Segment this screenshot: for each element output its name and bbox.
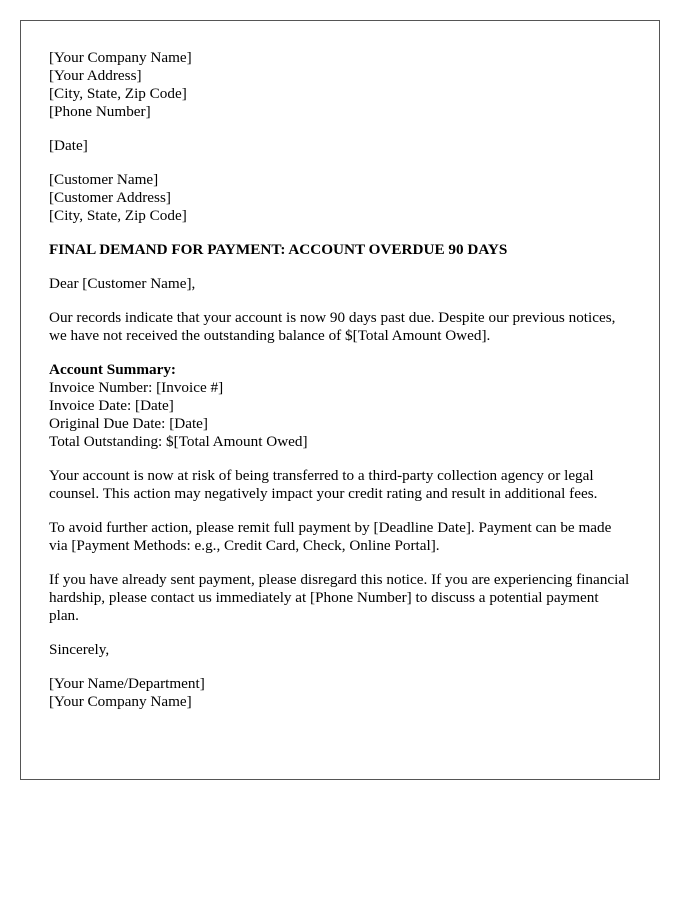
- recipient-city: [City, State, Zip Code]: [49, 207, 187, 224]
- risk-paragraph: Your account is now at risk of being transferred to a third-party collection agency or legal counsel. This action may negatively impact your credit rating and result in additional fees.: [49, 467, 598, 502]
- intro-paragraph: Our records indicate that your account is now 90 days past due. Despite our previous notices, we have not received the outstanding balance of $[Total Amount Owed].: [49, 309, 616, 344]
- account-summary: [49, 361, 631, 451]
- recipient-name: [Customer Name]: [49, 171, 159, 188]
- signature-block: [49, 675, 631, 711]
- letter-page: [20, 20, 660, 780]
- summary-invoice-date: Invoice Date: [Date]: [49, 397, 174, 414]
- recipient-address-block: [49, 171, 631, 225]
- summary-total: Total Outstanding: $[Total Amount Owed]: [49, 433, 308, 450]
- summary-invoice-number: Invoice Number: [Invoice #]: [49, 379, 224, 396]
- letter-date: [Date]: [49, 137, 88, 154]
- subject-line: FINAL DEMAND FOR PAYMENT: ACCOUNT OVERDUE 90 DAYS: [49, 241, 508, 258]
- signature-company: [Your Company Name]: [49, 693, 192, 710]
- closing: Sincerely,: [49, 641, 110, 658]
- action-paragraph: To avoid further action, please remit full payment by [Deadline Date]. Payment can be made via [Payment Methods: e.g., Credit Card, Check, Online Portal].: [49, 519, 612, 554]
- sender-city: [City, State, Zip Code]: [49, 85, 187, 102]
- salutation: Dear [Customer Name],: [49, 275, 196, 292]
- sender-phone: [Phone Number]: [49, 103, 151, 120]
- recipient-address: [Customer Address]: [49, 189, 171, 206]
- account-summary-title: Account Summary:: [49, 361, 176, 378]
- signature-name: [Your Name/Department]: [49, 675, 205, 692]
- hardship-paragraph: If you have already sent payment, please disregard this notice. If you are experiencing financial hardship, please contact us immediately at [Phone Number] to discuss a potential payment plan.: [49, 571, 630, 624]
- summary-due-date: Original Due Date: [Date]: [49, 415, 208, 432]
- sender-address-block: [49, 49, 631, 121]
- sender-company: [Your Company Name]: [49, 49, 192, 66]
- sender-address: [Your Address]: [49, 67, 142, 84]
